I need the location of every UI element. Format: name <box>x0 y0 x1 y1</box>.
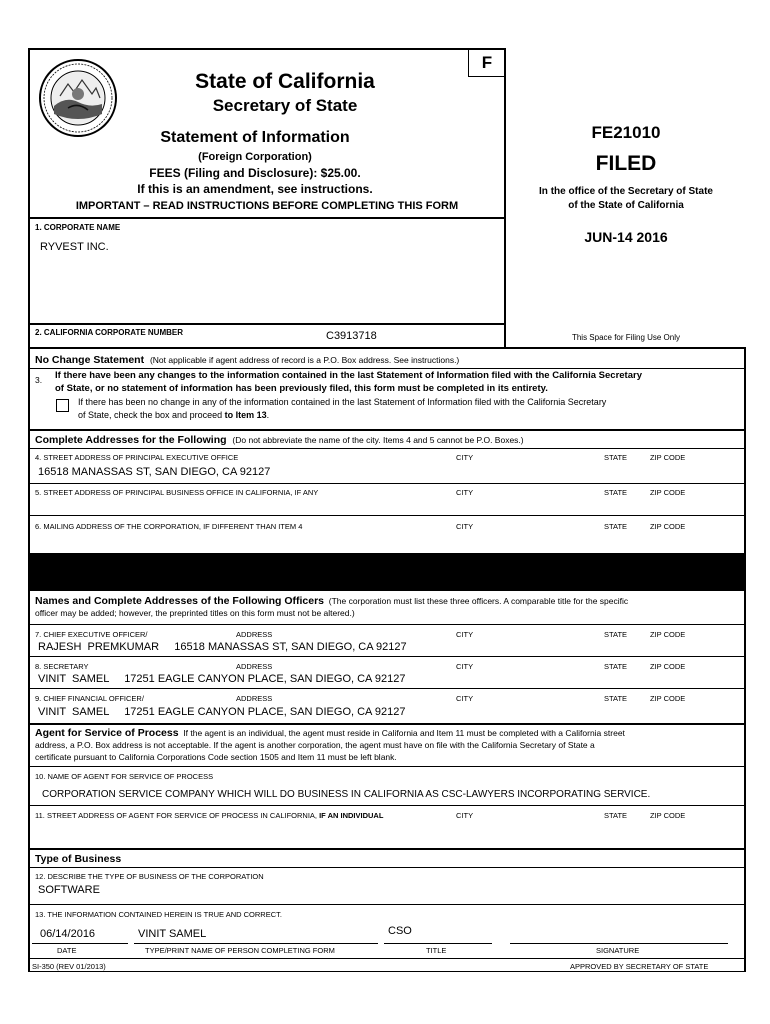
filing-office-2: of the State of California <box>568 200 684 211</box>
item5-city-label: CITY <box>456 488 474 497</box>
redaction-band <box>28 553 746 591</box>
nochange-sub-line <box>28 368 746 369</box>
secretary-title: Secretary of State <box>212 96 358 115</box>
item9-address-label: ADDRESS <box>236 694 273 703</box>
item11-label <box>35 811 383 820</box>
item12-value: SOFTWARE <box>38 884 100 896</box>
agent-text1: If the agent is an individual, the agent must reside in California and Item 11 must be completed with a California street <box>183 728 625 738</box>
filing-office: In the office of the Secretary of State <box>539 186 713 197</box>
no-change-checkbox[interactable] <box>56 399 69 412</box>
item1-label: 1. CORPORATE NAME <box>35 223 121 232</box>
nochange-header <box>35 354 459 366</box>
item7-zip-label: ZIP CODE <box>650 630 686 639</box>
item3-check-bold: to Item 13 <box>224 410 267 420</box>
business-top-line <box>28 848 746 850</box>
item11-zip-label: ZIP CODE <box>650 811 686 820</box>
item8-top-line <box>28 656 746 657</box>
form-id: SI-350 (REV 01/2013) <box>32 962 106 971</box>
item11-label-text: 11. STREET ADDRESS OF AGENT FOR SERVICE OF PROCESS IN CALIFORNIA, <box>35 811 320 820</box>
item4-top-line <box>28 448 746 449</box>
corp-type: (Foreign Corporation) <box>198 151 312 163</box>
filing-number: FE21010 <box>591 123 661 142</box>
footer-top-line <box>28 958 746 959</box>
agent-title: Agent for Service of Process <box>35 727 179 739</box>
item9-label: 9. CHIEF FINANCIAL OFFICER/ <box>35 694 144 703</box>
item7-label: 7. CHIEF EXECUTIVE OFFICER/ <box>35 630 148 639</box>
frame-right <box>744 348 746 972</box>
item4-city-label: CITY <box>456 453 474 462</box>
item3-check-line2 <box>78 410 269 420</box>
item5-zip-label: ZIP CODE <box>650 488 686 497</box>
california-seal <box>38 58 118 138</box>
statement-title: Statement of Information <box>160 129 350 146</box>
item7-state-label: STATE <box>604 630 628 639</box>
business-title: Type of Business <box>35 853 122 865</box>
item11-state-label: STATE <box>604 811 628 820</box>
frame-top-left <box>28 48 506 50</box>
state-title: State of California <box>195 70 375 93</box>
item5-state-label: STATE <box>604 488 628 497</box>
item6-state-label: STATE <box>604 522 628 531</box>
item3-line1: If there have been any changes to the information contained in the last Statement of Information filed with the California Secretary <box>55 370 642 381</box>
addresses-header <box>35 434 524 446</box>
name-caption: TYPE/PRINT NAME OF PERSON COMPLETING FORM <box>145 946 335 955</box>
item11-top-line <box>28 805 746 806</box>
officers-header <box>35 595 743 619</box>
officers-title: Names and Complete Addresses of the Following Officers <box>35 595 325 607</box>
item3-line2: of State, or no statement of information has been previously filed, this form must be completed in its entirety. <box>55 383 548 394</box>
fees-line: FEES (Filing and Disclosure): $25.00. <box>149 166 361 180</box>
item6-zip-label: ZIP CODE <box>650 522 686 531</box>
item10-top-line <box>28 766 746 767</box>
item6-top-line <box>28 515 746 516</box>
item12-top-line <box>28 867 746 868</box>
date-underline <box>32 943 128 944</box>
item8-value: VINIT SAMEL 17251 EAGLE CANYON PLACE, SAN DIEGO, CA 92127 <box>38 673 406 685</box>
agent-text <box>35 727 743 763</box>
title-underline <box>384 943 492 944</box>
agent-text3: certificate pursuant to California Corporations Code section 1505 and Item 11 must be left blank. <box>35 752 397 762</box>
officers-note1: (The corporation must list these three officers. A comparable title for the specific <box>328 596 629 606</box>
nochange-note: (Not applicable if agent address of record is a P.O. Box address. See instructions.) <box>149 355 460 365</box>
item7-value: RAJESH PREMKUMAR 16518 MANASSAS ST, SAN DIEGO, CA 92127 <box>38 641 407 653</box>
filing-space-note: This Space for Filing Use Only <box>571 333 681 342</box>
approved-note: APPROVED BY SECRETARY OF STATE <box>570 962 709 971</box>
item9-zip-label: ZIP CODE <box>650 694 686 703</box>
item6-label: 6. MAILING ADDRESS OF THE CORPORATION, IF DIFFERENT THAN ITEM 4 <box>35 522 303 531</box>
addresses-title: Complete Addresses for the Following <box>35 434 227 446</box>
filing-date: JUN-14 2016 <box>584 229 668 245</box>
item3-check-line1: If there has been no change in any of the information contained in the last Statement of Information filed with the California Secretary <box>78 397 607 407</box>
item4-label: 4. STREET ADDRESS OF PRINCIPAL EXECUTIVE OFFICE <box>35 453 239 462</box>
item8-state-label: STATE <box>604 662 628 671</box>
item1-top-line <box>28 217 506 219</box>
frame-bottom <box>28 971 746 972</box>
item9-city-label: CITY <box>456 694 474 703</box>
item10-label: 10. NAME OF AGENT FOR SERVICE OF PROCESS <box>35 772 214 781</box>
nochange-top-line <box>28 347 746 349</box>
item5-label: 5. STREET ADDRESS OF PRINCIPAL BUSINESS OFFICE IN CALIFORNIA, IF ANY <box>35 488 319 497</box>
frame-mid-vertical <box>504 48 506 348</box>
item4-state-label: STATE <box>604 453 628 462</box>
item7-city-label: CITY <box>456 630 474 639</box>
title-caption: TITLE <box>426 946 447 955</box>
item8-address-label: ADDRESS <box>236 662 273 671</box>
item11-city-label: CITY <box>456 811 474 820</box>
addresses-note: (Do not abbreviate the name of the city. Items 4 and 5 cannot be P.O. Boxes.) <box>232 435 524 445</box>
signature-name-value: VINIT SAMEL <box>138 928 207 940</box>
name-underline <box>134 943 378 944</box>
corporate-number: C3913718 <box>326 330 377 342</box>
item2-top-line <box>28 323 506 325</box>
item6-city-label: CITY <box>456 522 474 531</box>
item8-zip-label: ZIP CODE <box>650 662 686 671</box>
item7-address-label: ADDRESS <box>236 630 273 639</box>
corporate-name: RYVEST INC. <box>40 241 109 253</box>
addresses-top-line <box>28 429 746 431</box>
item3-check-end: . <box>266 410 270 420</box>
nochange-title: No Change Statement <box>35 354 145 366</box>
item13-label: 13. THE INFORMATION CONTAINED HEREIN IS TRUE AND CORRECT. <box>35 910 282 919</box>
frame-left <box>28 48 30 972</box>
agent-top-line <box>28 723 746 725</box>
signature-caption: SIGNATURE <box>596 946 640 955</box>
important-line: IMPORTANT – READ INSTRUCTIONS BEFORE COMPLETING THIS FORM <box>75 200 459 212</box>
item12-label: 12. DESCRIBE THE TYPE OF BUSINESS OF THE CORPORATION <box>35 872 264 881</box>
form-letter-box: F <box>468 50 505 77</box>
item11-label-bold: IF AN INDIVIDUAL <box>319 811 384 820</box>
signature-date-value: 06/14/2016 <box>40 928 96 940</box>
filing-status: FILED <box>595 152 657 175</box>
item4-zip-label: ZIP CODE <box>650 453 686 462</box>
item3-num: 3. <box>35 375 43 385</box>
item9-top-line <box>28 688 746 689</box>
item10-value: CORPORATION SERVICE COMPANY WHICH WILL DO BUSINESS IN CALIFORNIA AS CSC-LAWYERS INCORPORATING SERVICE. <box>42 789 651 800</box>
item7-top-line <box>28 624 746 625</box>
item3-check-text: of State, check the box and proceed <box>78 410 225 420</box>
officers-note2: officer may be added; however, the preprinted titles on this form must not be altered.) <box>35 608 355 618</box>
item9-state-label: STATE <box>604 694 628 703</box>
item8-label: 8. SECRETARY <box>35 662 89 671</box>
date-caption: DATE <box>57 946 77 955</box>
item13-top-line <box>28 904 746 905</box>
item9-value: VINIT SAMEL 17251 EAGLE CANYON PLACE, SAN DIEGO, CA 92127 <box>38 706 406 718</box>
item4-value: 16518 MANASSAS ST, SAN DIEGO, CA 92127 <box>38 466 271 478</box>
signature-title-value: CSO <box>388 925 412 937</box>
item5-top-line <box>28 483 746 484</box>
item2-label: 2. CALIFORNIA CORPORATE NUMBER <box>35 328 183 337</box>
amendment-line: If this is an amendment, see instructions. <box>137 182 373 196</box>
item8-city-label: CITY <box>456 662 474 671</box>
signature-underline <box>510 943 728 944</box>
agent-text2: address, a P.O. Box address is not acceptable. If the agent is another corporation, the agent must have on file with the California Secretary of State a <box>35 740 595 750</box>
